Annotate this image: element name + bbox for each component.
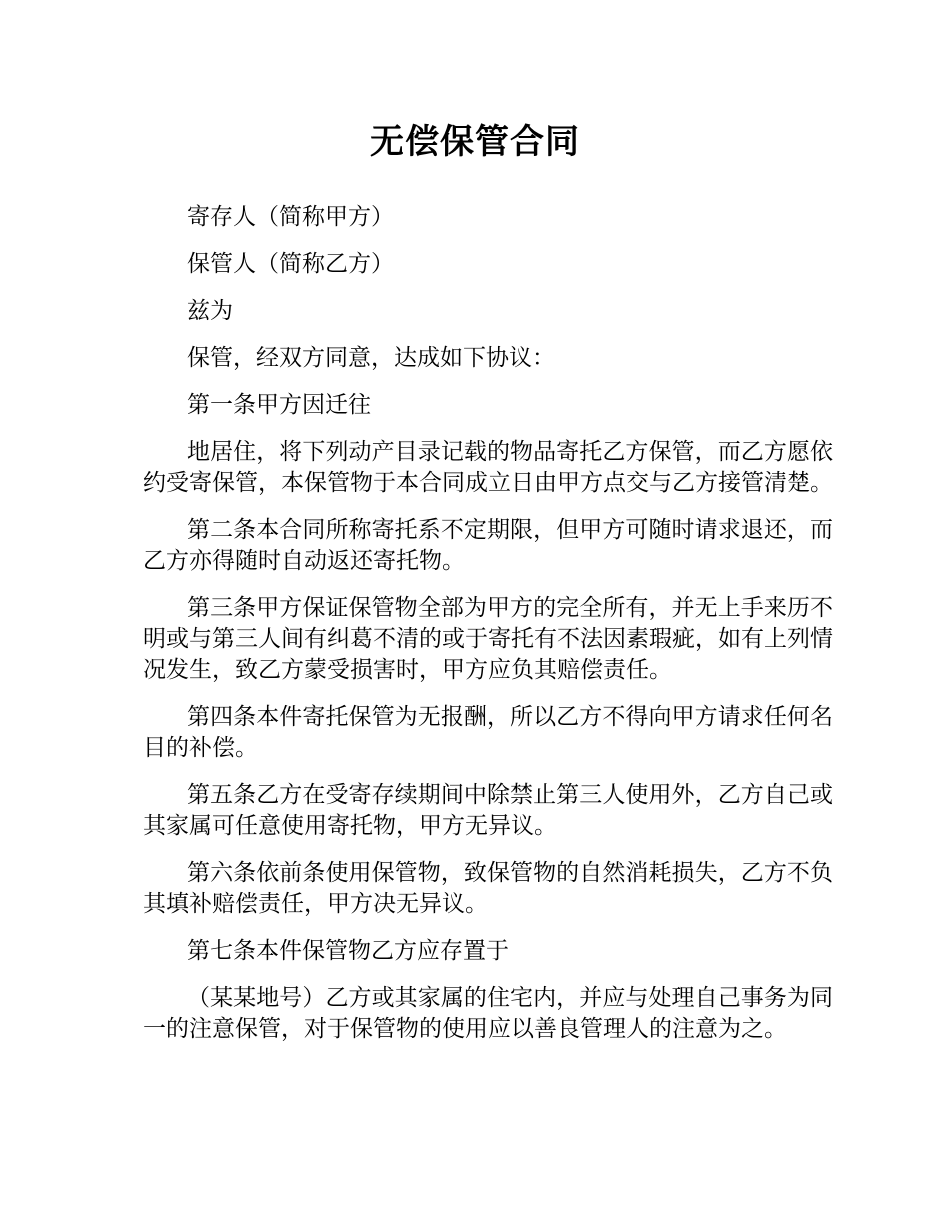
paragraph-custodian: 保管人（简称乙方） (187, 251, 394, 277)
paragraph-article-7-heading: 第七条本件保管物乙方应存置于 (187, 938, 509, 964)
paragraph-article-3: 第三条甲方保证保管物全部为甲方的完全所有，并无上手来历不明或与第三人间有纠葛不清的或于寄托有不法因素瑕疵，如有上列情况发生，致乙方蒙受损害时，甲方应负其赔偿责任。 (143, 595, 833, 683)
paragraph-agreement-intro: 保管，经双方同意，达成如下协议： (187, 345, 555, 371)
paragraph-article-1-heading: 第一条甲方因迁往 (187, 392, 371, 418)
document-title: 无偿保管合同 (370, 122, 580, 162)
paragraph-article-5: 第五条乙方在受寄存续期间中除禁止第三人使用外，乙方自己或其家属可任意使用寄托物，甲方无异议。 (143, 782, 833, 839)
paragraph-article-4: 第四条本件寄托保管为无报酬，所以乙方不得向甲方请求任何名目的补偿。 (143, 704, 833, 761)
paragraph-depositor: 寄存人（简称甲方） (187, 204, 394, 230)
paragraph-article-2: 第二条本合同所称寄托系不定期限，但甲方可随时请求退还，而乙方亦得随时自动返还寄托物。 (143, 517, 833, 574)
paragraph-whereas: 兹为 (187, 298, 233, 324)
paragraph-article-7-body: （某某地号）乙方或其家属的住宅内，并应与处理自己事务为同一的注意保管，对于保管物的使用应以善良管理人的注意为之。 (143, 985, 833, 1042)
document-body (143, 202, 833, 1061)
paragraph-article-6: 第六条依前条使用保管物，致保管物的自然消耗损失，乙方不负其填补赔偿责任，甲方决无异议。 (143, 860, 833, 917)
paragraph-article-1-body: 地居住，将下列动产目录记载的物品寄托乙方保管，而乙方愿依约受寄保管，本保管物于本合同成立日由甲方点交与乙方接管清楚。 (143, 439, 833, 496)
